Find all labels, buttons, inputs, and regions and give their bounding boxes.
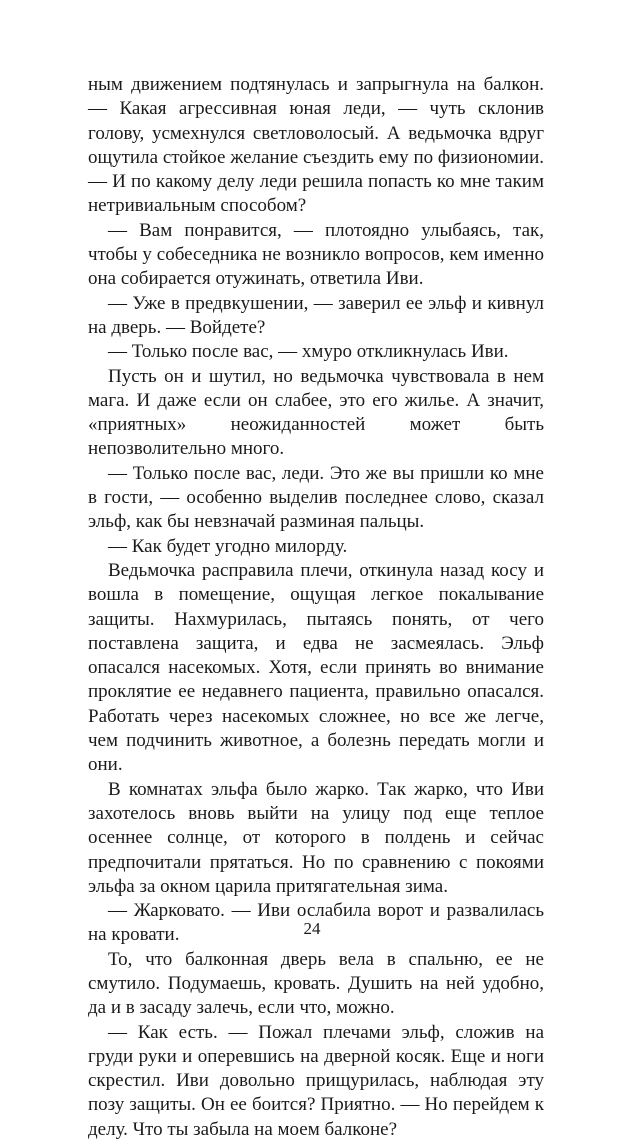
paragraph-11: То, что балконная дверь вела в спальню, ее не смутило. Подумаешь, кровать. Душить на ней удобно, да и в засаду залечь, если что, можно. xyxy=(88,948,544,1019)
paragraph-4: — Только после вас, — хмуро откликнулась Иви. xyxy=(108,341,509,363)
paragraph-1: ным движением подтянулась и запрыгнула на балкон. — Какая агрессивная юная леди, — чуть склонив голову, усмехнулся светловолосый. А ведьмочка вдруг ощутила стойкое желание съездить ему по физиономии. — И по какому делу леди решила попасть ко мне таким нетривиальным способом? xyxy=(88,74,544,217)
page-text xyxy=(88,73,544,1142)
paragraph-8: Ведьмочка расправила плечи, откинула назад косу и вошла в помещение, ощущая легкое покалывание защиты. Нахмурилась, пытаясь понять, от чего поставлена защита, и едва не засмеялась. Эльф опасался насекомых. Хотя, если принять во внимание проклятие ее недавнего пациента, правильно опасался. Работать через насекомых сложнее, но все же легче, чем подчинить животное, а болезнь передать могли и они. xyxy=(88,559,544,776)
paragraph-2: — Вам понравится, — плотоядно улыбаясь, так, чтобы у собеседника не возникло вопросов, кем именно она собирается отужинать, ответила Иви. xyxy=(88,219,544,290)
paragraph-3: — Уже в предвкушении, — заверил ее эльф и кивнул на дверь. — Войдете? xyxy=(88,292,544,338)
page-number: 24 xyxy=(303,919,321,938)
paragraph-6: — Только после вас, леди. Это же вы пришли ко мне в гости, — особенно выделив последнее слово, сказал эльф, как бы невзначай разминая пальцы. xyxy=(88,462,544,533)
paragraph-7: — Как будет угодно милорду. xyxy=(108,535,348,557)
paragraph-12: — Как есть. — Пожал плечами эльф, сложив на груди руки и оперевшись на дверной косяк. Еще и ноги скрестил. Иви довольно прищурилась, наблюдая эту позу защиты. Он ее боится? Приятно. — Но перейдем к делу. Что ты забыла на моем балконе? xyxy=(88,1021,544,1140)
paragraph-10: — Жарковато. — Иви ослабила ворот и развалилась на кровати. xyxy=(88,900,544,946)
paragraph-5: Пусть он и шутил, но ведьмочка чувствовала в нем мага. И даже если он слабее, это его жилье. А значит, «приятных» неожиданностей может быть непозволительно много. xyxy=(88,365,544,460)
paragraph-9: В комнатах эльфа было жарко. Так жарко, что Иви захотелось вновь выйти на улицу под еще теплое осеннее солнце, от которого в полдень и сейчас предпочитали прятаться. Но по сравнению с покоями эльфа за окном царила притягательная зима. xyxy=(88,778,544,897)
